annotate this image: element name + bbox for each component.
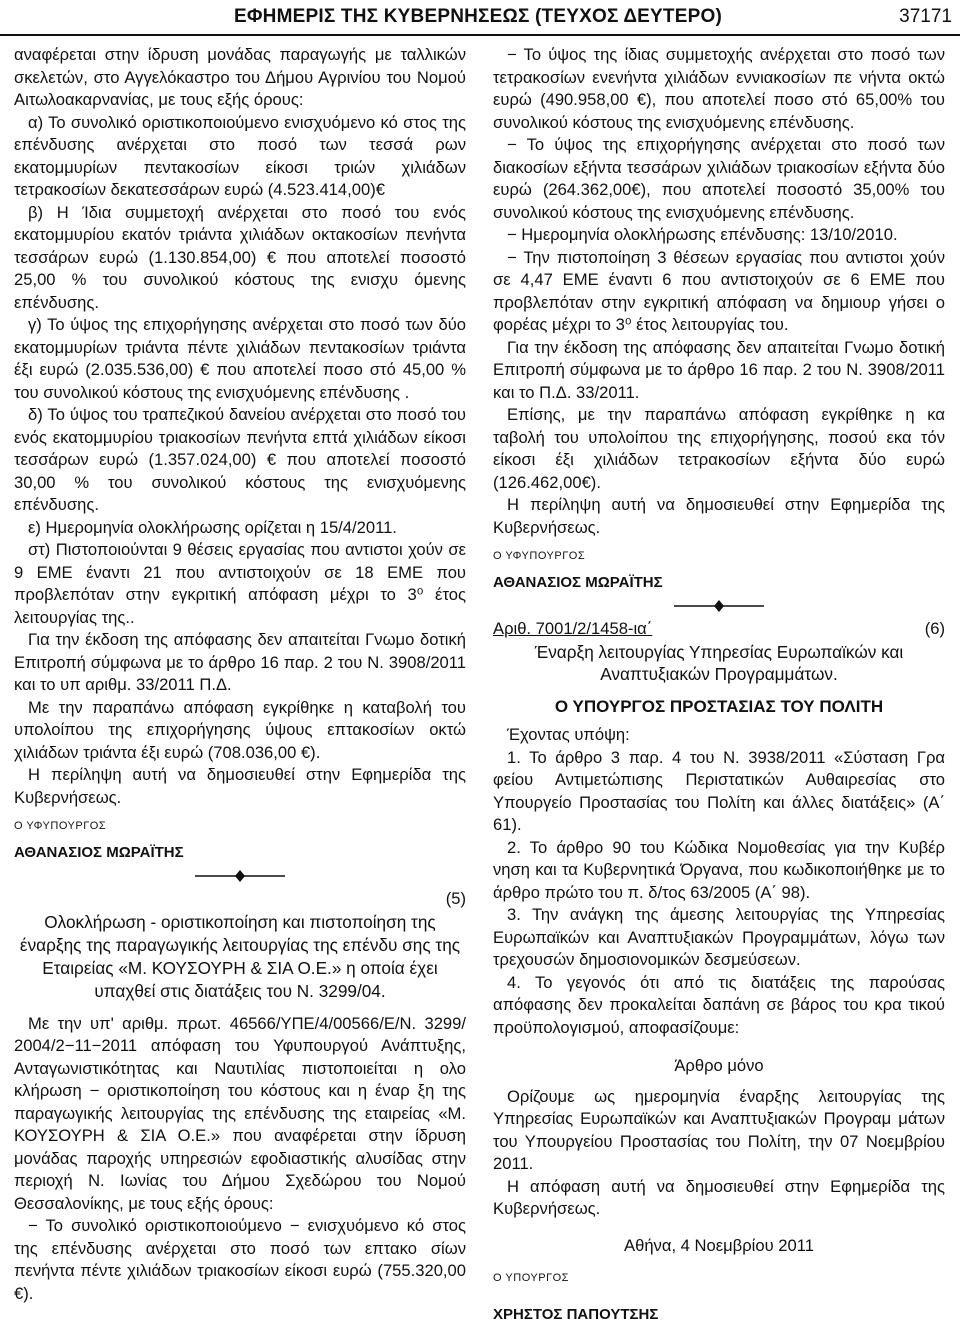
signatory-role: Ο ΥΦΥΠΟΥΡΓΟΣ — [493, 545, 945, 568]
paragraph: αναφέρεται στην ίδρυση μονάδας παραγωγής με ταλλικών σκελετών, στο Αγγελόκαστρο του Δήμου Αγρινίου του Νομού Αιτωλοακαρνανίας, με τους εξής όρους: — [14, 44, 466, 112]
gazette-title: ΕΦΗΜΕΡΙΣ ΤΗΣ ΚΥΒΕΡΝΗΣΕΩΣ (ΤΕΥΧΟΣ ΔΕΥΤΕΡΟ) — [234, 6, 722, 28]
page-header — [0, 0, 960, 36]
decision-number: (5) — [14, 888, 466, 911]
preamble-label: Έχοντας υπόψη: — [493, 724, 945, 747]
paragraph: − Το ύψος της ίδιας συμμετοχής ανέρχεται στο ποσό των τετρακοσίων ενενήντα χιλιάδων εννιακοσίων πε νήντα οκτώ ευρώ (490.958,00 €), που αποτελεί ποσο στό 65,00% του συνολικού κόστους της ενισχυόμενης επένδυσης. — [493, 44, 945, 134]
preamble-item: 2. Το άρθρο 90 του Κώδικα Νομοθεσίας για την Κυβέρ νηση και τα Κυβερνητικά Όργανα, που κωδικοποιήθηκε με το άρθρο πρώτο του π. δ/τος 63/2005 (Α΄ 98). — [493, 837, 945, 905]
preamble-item: 3. Την ανάγκη της άμεσης λειτουργίας της Υπηρεσίας Ευρωπαϊκών και Αναπτυξιακών Προγραμμάτων, λόγω των τρεχουσών δημοσιονομικών δεσμεύσεων. — [493, 904, 945, 972]
paragraph: Για την έκδοση της απόφασης δεν απαιτείται Γνωμο δοτική Επιτροπή σύμφωνα με το άρθρο 16 παρ. 2 του Ν. 3908/2011 και το Π.Δ. 33/2011. — [493, 337, 945, 405]
decision-title: Έναρξη λειτουργίας Υπηρεσίας Ευρωπαϊκών και Αναπτυξιακών Προγραμμάτων. — [493, 641, 945, 686]
signatory-role: Ο ΥΦΥΠΟΥΡΓΟΣ — [14, 815, 466, 838]
signatory-name: ΑΘΑΝΑΣΙΟΣ ΜΩΡΑΪΤΗΣ — [14, 842, 466, 865]
paragraph: − Ημερομηνία ολοκλήρωσης επένδυσης: 13/10/2010. — [493, 224, 945, 247]
paragraph: − Την πιστοποίηση 3 θέσεων εργασίας που αντιστοι χούν σε 4,47 ΕΜΕ έναντι 6 που αντιστοιχούν σε 6 ΕΜΕ που προβλεπόταν στην εγκριτική απόφαση να δημιουρ γήσει ο φορέας μέχρι το 3⁰ έτος λειτουργίας του. — [493, 247, 945, 337]
paragraph: δ) Το ύψος του τραπεζικού δανείου ανέρχεται στο ποσό του ενός εκατομμυρίου τριακοσίων πενήντα επτά χιλιάδων είκοσι τεσσάρων ευρώ (1.357.024,00) € που αποτελεί ποσοστό 30,00 % του συνολικού κόστους της ενισχυόμενης επένδυσης. — [14, 404, 466, 517]
paragraph: στ) Πιστοποιούνται 9 θέσεις εργασίας που αντιστοι χούν σε 9 ΕΜΕ έναντι 21 που αντιστοιχούν σε 18 ΕΜΕ που προβλεπόταν στην εγκριτική απόφαση μέχρι το 3⁰ έτος λειτουργίας της.. — [14, 539, 466, 629]
paragraph: Η περίληψη αυτή να δημοσιευθεί στην Εφημερίδα της Κυβερνήσεως. — [493, 494, 945, 539]
decision-number: (6) — [925, 618, 945, 641]
preamble-item: 1. Το άρθρο 3 παρ. 4 του Ν. 3938/2011 «Σύσταση Γρα φείου Αντιμετώπισης Περιστατικών Αυθαιρεσίας στο Υπουργείο Προστασίας του Πολίτη και άλλες διατάξεις» (Α΄ 61). — [493, 747, 945, 837]
page-number: 37171 — [899, 6, 952, 28]
paragraph: γ) Το ύψος της επιχορήγησης ανέρχεται στο ποσό των δύο εκατομμυρίων τριάντα πέντε χιλιάδων πεντακοσίων τριάντα έξι ευρώ (2.035.536,00) € που αποτελεί ποσο στό 45,00 % του συνολικού κόστους της ενισχυόμενης επένδυσης . — [14, 314, 466, 404]
divider-ornament-icon — [674, 600, 764, 612]
header-divider — [0, 34, 960, 36]
place-date: Αθήνα, 4 Νοεμβρίου 2011 — [493, 1235, 945, 1258]
paragraph: α) Το συνολικό οριστικοποιούμενο ενισχυόμενο κό στος της επένδυσης ανέρχεται στο ποσό των τεσσά ρων εκατομμυρίων πεντακοσίων είκοσι τριών χιλιάδων τετρακοσίων δεκατεσσάρων ευρώ (4.523.414,00)€ — [14, 112, 466, 202]
preamble-item: 4. Το γεγονός ότι από τις διατάξεις της παρούσας απόφασης δεν προκαλείται δαπάνη σε βάρος του κρα τικού προϋπολογισμού, αποφασίζουμε: — [493, 972, 945, 1040]
decision-title: Ολοκλήρωση - οριστικοποίηση και πιστοποίηση της έναρξης της παραγωγικής λειτουργίας της επένδυ σης της Εταιρείας «Μ. ΚΟΥΣΟΥΡΗ & ΣΙΑ Ο.Ε.» η οποία έχει υπαχθεί στις διατάξεις του Ν. 3299/04. — [14, 911, 466, 1003]
decision-header — [493, 618, 945, 641]
left-column — [14, 44, 466, 1305]
right-column — [493, 44, 945, 1326]
decision-reference: Αριθ. 7001/2/1458-ια΄ — [493, 618, 652, 641]
paragraph: Επίσης, με την παραπάνω απόφαση εγκρίθηκε η κα ταβολή του υπολοίπου της επιχορήγησης, ποσού εκα τόν είκοσι έξι χιλιάδων τετρακοσίων εξήντα δύο ευρώ (126.462,00€). — [493, 404, 945, 494]
paragraph: β) Η Ίδια συμμετοχή ανέρχεται στο ποσό του ενός εκατομμυρίου εκατόν τριάντα χιλιάδων οκτακοσίων πενήντα τεσσάρων ευρώ (1.130.854,00) € που αποτελεί ποσοστό 25,00 % του συνολικού κόστους της ενισχυ όμενης επένδυσης. — [14, 202, 466, 315]
paragraph: − Το ύψος της επιχορήγησης ανέρχεται στο ποσό των διακοσίων εξήντα τεσσάρων χιλιάδων τριακοσίων εξήντα δύο ευρώ (264.362,00€), που αποτελεί ποσοστό 35,00% του συνολικού κόστους της ενισχυόμενης επένδυσης. — [493, 134, 945, 224]
paragraph: Η απόφαση αυτή να δημοσιευθεί στην Εφημερίδα της Κυβερνήσεως. — [493, 1176, 945, 1221]
paragraph: Για την έκδοση της απόφασης δεν απαιτείται Γνωμο δοτική Επιτροπή σύμφωνα με το άρθρο 16 παρ. 2 του Ν. 3908/2011 και το υπ αριθμ. 33/2011 Π.Δ. — [14, 629, 466, 697]
paragraph: Η περίληψη αυτή να δημοσιευθεί στην Εφημερίδα της Κυβερνήσεως. — [14, 764, 466, 809]
paragraph: ε) Ημερομηνία ολοκλήρωσης ορίζεται η 15/4/2011. — [14, 517, 466, 540]
signatory-name: ΧΡΗΣΤΟΣ ΠΑΠΟΥΤΣΗΣ — [493, 1304, 945, 1326]
paragraph: − Το συνολικό οριστικοποιούμενο − ενισχυόμενο κό στος της επένδυσης ανέρχεται στο ποσό των επτακο σίων πενήντα πέντε χιλιάδων τριακοσίων είκοσι ευρώ (755.320,00 €). — [14, 1215, 466, 1305]
article-heading: Άρθρο μόνο — [493, 1055, 945, 1078]
paragraph: Με την υπ' αριθμ. πρωτ. 46566/ΥΠΕ/4/00566/Ε/Ν. 3299/ 2004/2−11−2011 απόφαση του Υφυπουργού Ανάπτυξης, Ανταγωνιστικότητας και Ναυτιλίας πιστοποιείται η ολο κλήρωση − οριστικοποίηση του κόστους και η έναρ ξη της παραγωγικής λειτουργίας της επένδυσης της εταιρείας «Μ. ΚΟΥΣΟΥΡΗ & ΣΙΑ Ο.Ε.» που αναφέρεται στην ίδρυση μονάδας παροχής υπηρεσιών εφοδιαστικής αλυσίδας στην περιοχή Ν. Ιωνίας του Δήμου Σχεδώρου του Νομού Θεσσαλονίκης, με τους εξής όρους: — [14, 1013, 466, 1216]
paragraph: Με την παραπάνω απόφαση εγκρίθηκε η καταβολή του υπολοίπου της επιχορήγησης ύψους επτακοσίων οκτώ χιλιάδων τριάντα έξι ευρώ (708.036,00 €). — [14, 697, 466, 765]
divider-ornament-icon — [195, 870, 285, 882]
signatory-name: ΑΘΑΝΑΣΙΟΣ ΜΩΡΑΪΤΗΣ — [493, 572, 945, 595]
paragraph: Ορίζουμε ως ημερομηνία έναρξης λειτουργίας της Υπηρεσίας Ευρωπαϊκών και Αναπτυξιακών Προγραμ μάτων του Υπουργείου Προστασίας του Πολίτη, την 07 Νοεμβρίου 2011. — [493, 1086, 945, 1176]
minister-title: Ο ΥΠΟΥΡΓΟΣ ΠΡΟΣΤΑΣΙΑΣ ΤΟΥ ΠΟΛΙΤΗ — [493, 696, 945, 719]
signatory-role: Ο ΥΠΟΥΡΓΟΣ — [493, 1267, 945, 1290]
